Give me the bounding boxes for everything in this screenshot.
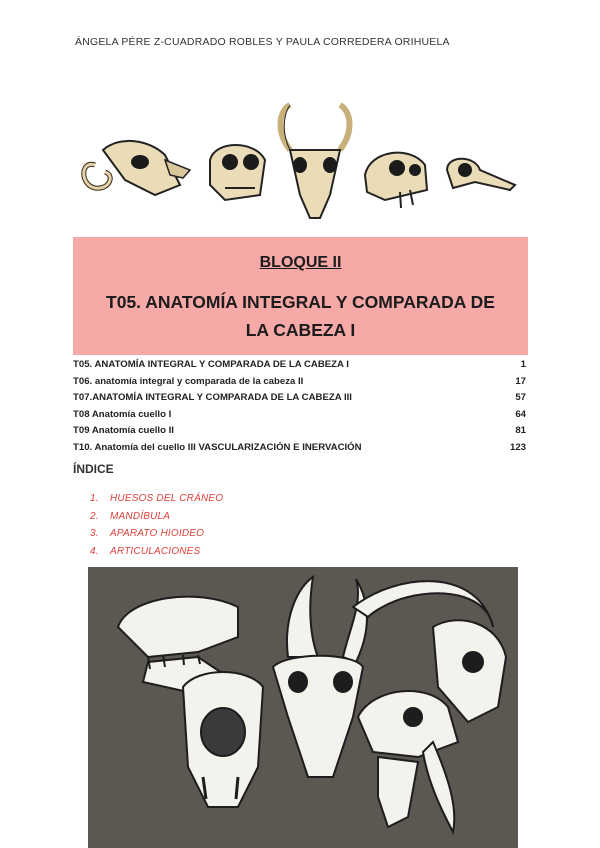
toc-row[interactable] (73, 423, 528, 440)
primate-skull-icon (210, 145, 265, 200)
skull-drawings-illustration (88, 567, 518, 848)
toc-label: T09 Anatomía cuello II (73, 425, 174, 437)
list-item[interactable]: 3. APARATO HIOIDEO (90, 528, 205, 539)
toc-label: T06. anatomía integral y comparada de la cabeza II (73, 375, 304, 387)
ram-skull-icon (84, 141, 190, 195)
skull-illustration-row (75, 100, 530, 225)
toc-row[interactable] (73, 407, 528, 424)
toc-page: 123 (509, 441, 526, 453)
toc-page: 64 (515, 408, 526, 420)
toc-label: T10. Anatomía del cuello III VASCULARIZACIÓN E INERVACIÓN (73, 441, 362, 453)
index-heading: ÍNDICE (73, 462, 114, 476)
list-item[interactable]: 4. ARTICULACIONES (90, 545, 201, 557)
toc-row[interactable] (73, 390, 528, 407)
index-list (90, 490, 223, 560)
title-banner (73, 237, 528, 355)
bird-skull-icon (447, 159, 515, 190)
antelope-skull-icon (281, 105, 350, 218)
toc-row[interactable] (73, 357, 528, 374)
document-title: T05. ANATOMÍA INTEGRAL Y COMPARADA DE LA CABEZA I (106, 292, 495, 340)
authors-header: ÁNGELA PÉRE Z-CUADRADO ROBLES Y PAULA CORREDERA ORIHUELA (75, 36, 450, 48)
bloque-heading: BLOQUE II (259, 254, 342, 271)
toc-page: 1 (520, 359, 526, 370)
list-item[interactable]: 2. MANDÍBULA (90, 510, 171, 522)
toc-label: T07.ANATOMÍA INTEGRAL Y COMPARADA DE LA CABEZA III (73, 392, 352, 404)
toc-page: 17 (515, 375, 526, 387)
feline-skull-icon (365, 153, 427, 208)
table-of-contents (73, 357, 528, 457)
toc-label: T08 Anatomía cuello I (73, 408, 172, 420)
toc-row[interactable] (73, 374, 528, 391)
toc-label: T05. ANATOMÍA INTEGRAL Y COMPARADA DE LA CABEZA I (73, 359, 349, 370)
toc-row[interactable] (73, 440, 528, 457)
toc-page: 57 (515, 392, 526, 404)
toc-page: 81 (515, 425, 526, 437)
list-item[interactable]: 1. HUESOS DEL CRÁNEO (90, 493, 224, 504)
